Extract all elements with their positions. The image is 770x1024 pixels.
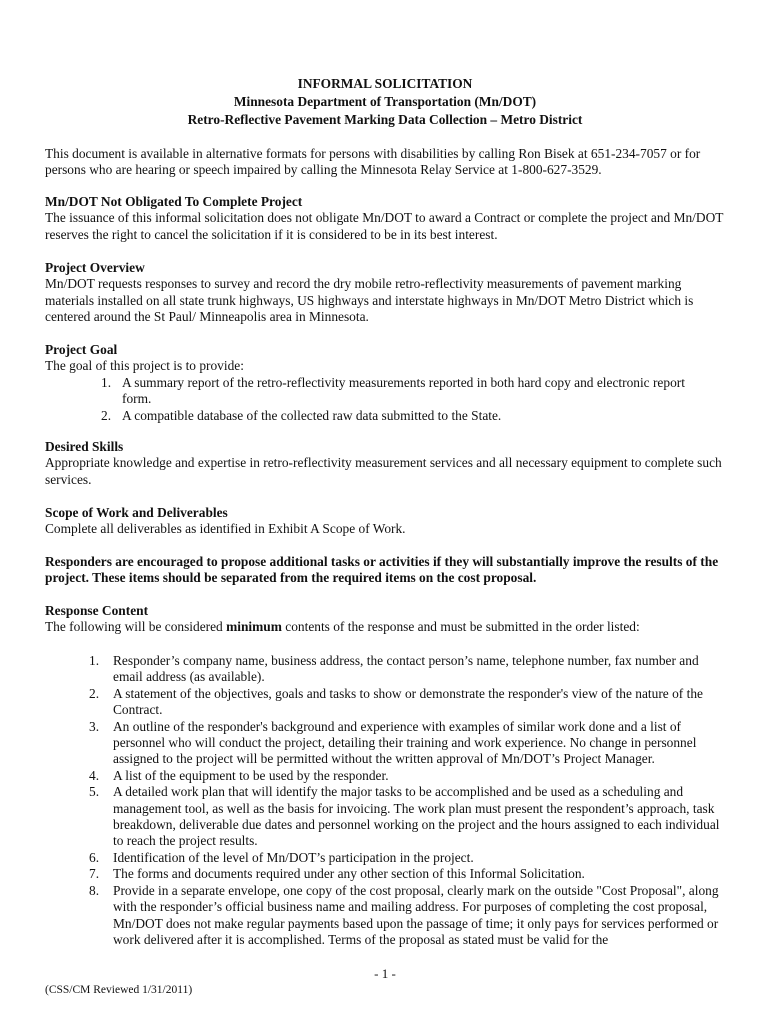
list-text: A compatible database of the collected raw data submitted to the State.	[122, 407, 502, 423]
page-number: - 1 -	[374, 966, 396, 981]
section-heading: Scope of Work and Deliverables	[45, 505, 228, 520]
list-number: 3.	[89, 718, 100, 734]
list-number: 1.	[89, 653, 100, 668]
section-response	[45, 603, 727, 636]
list-item	[89, 850, 729, 866]
list-number: 7.	[89, 866, 100, 882]
list-text: A summary report of the retro-reflectivity measurements reported in both hard copy and electronic report form.	[122, 375, 685, 407]
list-item	[89, 653, 729, 686]
list-item	[89, 768, 729, 784]
list-text: A statement of the objectives, goals and tasks to show or demonstrate the responder's view of the nature of the Contract.	[113, 685, 703, 718]
list-text: Identification of the level of Mn/DOT’s participation in the project.	[113, 849, 474, 865]
list-item	[89, 784, 729, 850]
list-text: Provide in a separate envelope, one copy of the cost proposal, clearly mark on the outside "Cost Proposal", along with the responder’s official business name and mailing address. For purposes of completing the cost proposal, Mn/DOT does not make regular payments based upon the passage of time; it only pays for services performed or work delivered after it is accomplished. Terms of the proposal as stated must be valid for the	[113, 882, 719, 947]
review-note: (CSS/CM Reviewed 1/31/2011)	[45, 984, 193, 996]
list-text: A detailed work plan that will identify the major tasks to be accomplished and be used as a scheduling and management tool, as well as the basis for invoicing. The work plan must present the respondent’s approach, task breakdown, deliverable due dates and personnel working on the project and the hours assigned to each individual to reach the project results.	[113, 784, 720, 849]
section-body: Mn/DOT requests responses to survey and record the dry mobile retro-reflectivity measurements of pavement marking materials installed on all state trunk highways, US highways and interstate highways in Mn/DOT Metro District which is centered around the St Paul/ Minneapolis area in Minnesota.	[45, 276, 694, 325]
doc-project-title: Retro-Reflective Pavement Marking Data Collection – Metro District	[187, 112, 583, 127]
intro-emphasis: minimum	[226, 619, 282, 635]
list-text: The forms and documents required under any other section of this Informal Solicitation.	[113, 866, 585, 882]
section-scope	[45, 505, 727, 538]
goal-list	[101, 375, 711, 424]
section-not-obligated	[45, 194, 727, 243]
list-item	[89, 686, 729, 719]
list-number: 2.	[101, 407, 112, 423]
section-overview	[45, 260, 727, 326]
list-item	[89, 866, 729, 882]
list-item	[89, 719, 729, 768]
list-text: Responder’s company name, business address, the contact person’s name, telephone number, fax number and email address (as available).	[113, 653, 699, 685]
list-number: 4.	[89, 767, 100, 783]
list-number: 6.	[89, 849, 100, 865]
list-number: 8.	[89, 882, 100, 898]
doc-agency: Minnesota Department of Transportation (Mn/DOT)	[233, 94, 537, 109]
section-intro: The goal of this project is to provide:	[45, 358, 244, 374]
list-number: 5.	[89, 784, 100, 800]
list-item	[89, 883, 729, 949]
section-goal	[45, 342, 727, 375]
intro-text: The following will be considered	[45, 619, 227, 635]
list-text: An outline of the responder's background and experience with examples of similar work done and a list of personnel who will conduct the project, detailing their training and work experience. No change in personnel assigned to the project will be permitted without the written approval of Mn/DOT’s Project Manager.	[113, 718, 697, 767]
doc-title: INFORMAL SOLICITATION	[297, 76, 473, 91]
intro-text: contents of the response and must be submitted in the order listed:	[281, 619, 640, 635]
section-heading: Mn/DOT Not Obligated To Complete Project	[45, 194, 303, 209]
list-text: A list of the equipment to be used by the responder.	[113, 767, 389, 783]
section-heading: Response Content	[45, 603, 149, 618]
list-item	[101, 408, 711, 424]
section-heading: Desired Skills	[45, 439, 124, 454]
list-item	[101, 375, 711, 408]
response-content-list	[89, 653, 729, 948]
section-body: Appropriate knowledge and expertise in retro-reflectivity measurement services and all necessary equipment to complete such services.	[45, 455, 722, 487]
list-number: 1.	[101, 375, 112, 390]
section-intro	[45, 619, 727, 635]
section-body: Complete all deliverables as identified in Exhibit A Scope of Work.	[45, 521, 406, 537]
section-skills	[45, 439, 727, 488]
section-body: The issuance of this informal solicitation does not obligate Mn/DOT to award a Contract or complete the project and Mn/DOT reserves the right to cancel the solicitation if it is considered to be in its best interest.	[45, 210, 724, 242]
section-heading: Project Goal	[45, 342, 118, 357]
list-number: 2.	[89, 685, 100, 701]
section-heading: Project Overview	[45, 260, 145, 275]
encouragement-note: Responders are encouraged to propose additional tasks or activities if they will substantially improve the results of the project. These items should be separated from the required items on the cost proposal.	[45, 554, 719, 586]
intro-paragraph: This document is available in alternative formats for persons with disabilities by calling Ron Bisek at 651-234-7057 or for persons who are hearing or speech impaired by calling the Minnesota Relay Service at 1-800-627-3529.	[45, 146, 701, 178]
